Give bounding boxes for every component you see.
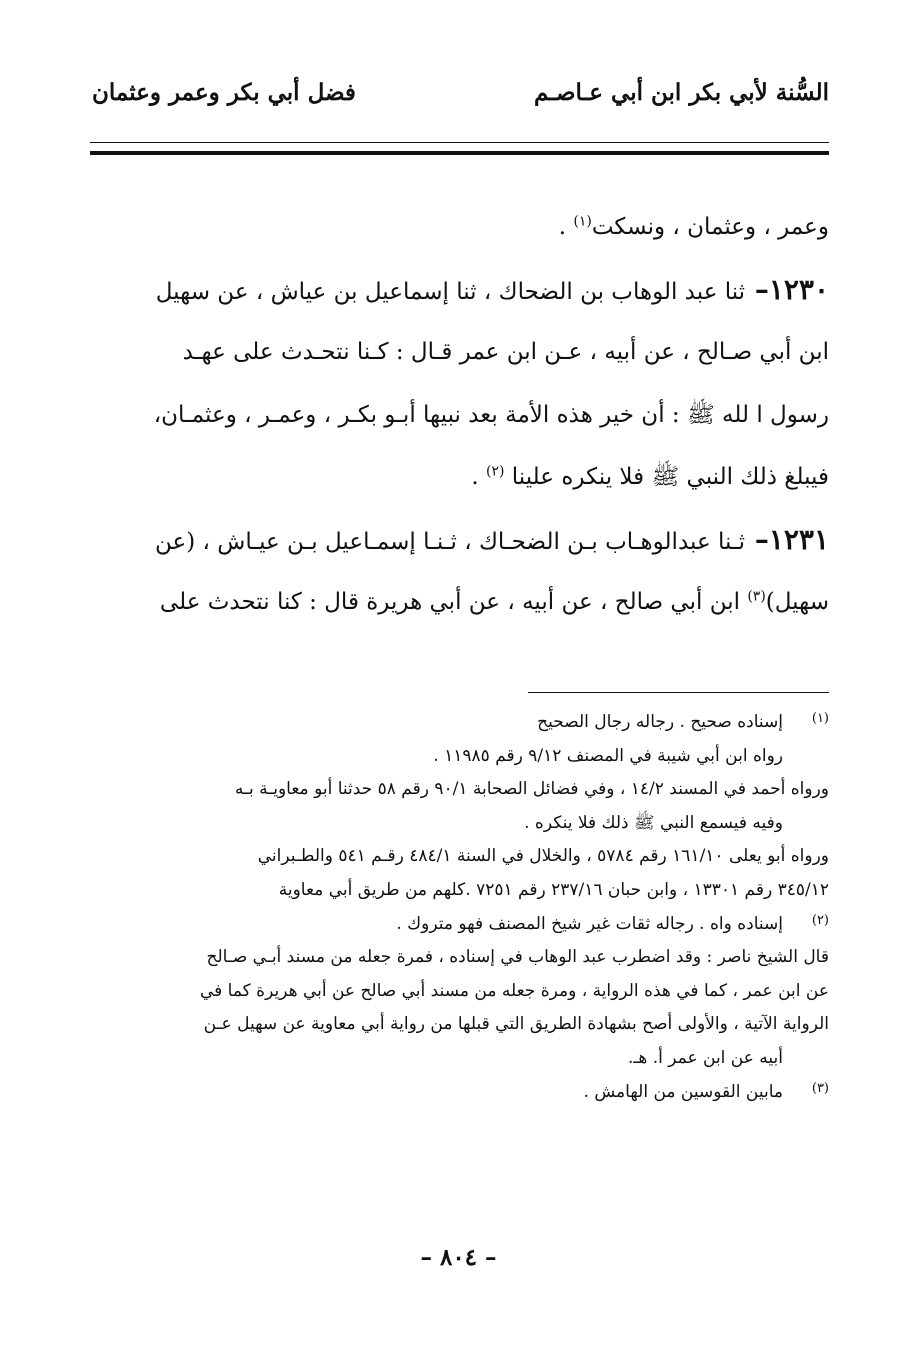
footnote-1-line-4: وفيه فيسمع النبي ﷺ ذلك فلا ينكره .: [524, 812, 783, 833]
page-number: – ٨٠٤ –: [420, 1244, 497, 1271]
hadith-1231-line-1: [88, 509, 829, 572]
hadith-1230-line-2: ابن أبي صـالح ، عن أبيه ، عـن ابن عمر قـال : كـنا نتحـدث على عهـد: [182, 339, 829, 365]
footnote-1-line-5: ورواه أبو يعلى ١٦١/١٠ رقم ٥٧٨٤ ، والخلال في السنة ٤٨٤/١ رقـم ٥٤١ والطـبراني: [257, 846, 829, 867]
footnote-2-line-3: عن ابن عمر ، كما في هذه الرواية ، ومرة جعله من مسند أبي صالح عن أبي هريرة كما في: [199, 980, 829, 1001]
footnote-2-line-1: [88, 908, 829, 942]
hadith-number: ١٢٣١: [768, 522, 829, 556]
footnote-2-line-5: أبيه عن ابن عمر أ. هـ.: [627, 1047, 783, 1068]
line-text: فيبلغ ذلك النبي ﷺ فلا ينكره علينا: [511, 464, 829, 490]
hadith-1230-line-1: [88, 259, 829, 322]
footnote-marker: (٣): [811, 1080, 829, 1096]
footnote-separator: [528, 692, 829, 693]
line-text: ثنا عبد الوهاب بن الضحاك ، ثنا إسماعيل بن عياش ، عن سهيل: [155, 278, 746, 305]
footnote-reference: (١): [573, 213, 592, 230]
footnote-1-line-2: رواه ابن أبي شيبة في المصنف ٩/١٢ رقم ١١٩٨٥ .: [433, 745, 783, 766]
header-rule-thick: [90, 151, 829, 155]
footnote-marker: (١): [811, 711, 829, 726]
footnote-text: إسناده صحيح . رجاله رجال الصحيح: [537, 712, 783, 732]
footnote-marker: (٢): [811, 912, 829, 928]
hadith-1230-line-3: رسول ا لله ﷺ : أن خير هذه الأمة بعد نبيها أبـو بكـر ، وعمـر ، وعثمـان،: [153, 401, 829, 428]
footnote-2-line-4: الرواية الآتية ، والأولى أصح بشهادة الطريق التي قبلها من رواية أبي معاوية عن سهيل عـن: [203, 1014, 829, 1035]
line-text: سهيل): [765, 589, 829, 615]
line-text: ابن أبي صالح ، عن أبيه ، عن أبي هريرة قال : كنا نتحدث على: [159, 589, 748, 615]
footnote-reference: (٣): [747, 588, 766, 605]
chapter-title: فضل أبي بكر وعمر وعثمان: [92, 78, 356, 106]
footnotes: [88, 706, 829, 1109]
footnote-text: مابين القوسين من الهامش .: [583, 1081, 783, 1102]
hadith-dash: –: [745, 272, 769, 306]
book-title: السُّنة لأبي بكر ابن أبي عـاصـم: [533, 78, 829, 106]
footnote-1-line-6: ٣٤٥/١٢ رقم ١٣٣٠١ ، وابن حبان ٢٣٧/١٦ رقم ٧٢٥١ .كلهم من طريق أبي معاوية: [278, 879, 829, 900]
hadith-1231-line-2: [88, 571, 829, 634]
hadith-dash: –: [745, 522, 769, 556]
footnote-1-line-3: ورواه أحمد في المسند ١٤/٢ ، وفي فضائل الصحابة ٩٠/١ رقم ٥٨ حدثنا أبو معاويـة بـه: [234, 779, 829, 800]
text-line: [88, 196, 829, 259]
hadith-number: ١٢٣٠: [768, 272, 829, 306]
line-tail: .: [558, 214, 574, 240]
running-header: [92, 70, 829, 114]
footnote-2-line-2: قال الشيخ ناصر : وقد اضطرب عبد الوهاب في إسناده ، فمرة جعله من مسند أبـي صـالح: [206, 947, 829, 968]
line-text: ثـنا عبدالوهـاب بـن الضحـاك ، ثـنـا إسمـاعيل بـن عيـاش ، (عن: [155, 528, 746, 555]
main-text: [88, 196, 829, 634]
line-tail: .: [471, 464, 487, 490]
footnote-3-line-1: [88, 1076, 829, 1110]
hadith-1230-line-4: [88, 446, 829, 509]
footnote-text: إسناده واه . رجاله ثقات غير شيخ المصنف فهو متروك .: [396, 913, 783, 934]
header-rule-thin: [90, 142, 829, 143]
footnote-1-line-1: [88, 706, 829, 740]
footnote-reference: (٢): [486, 463, 505, 480]
line-text: وعمر ، وعثمان ، ونسكت: [591, 214, 829, 240]
